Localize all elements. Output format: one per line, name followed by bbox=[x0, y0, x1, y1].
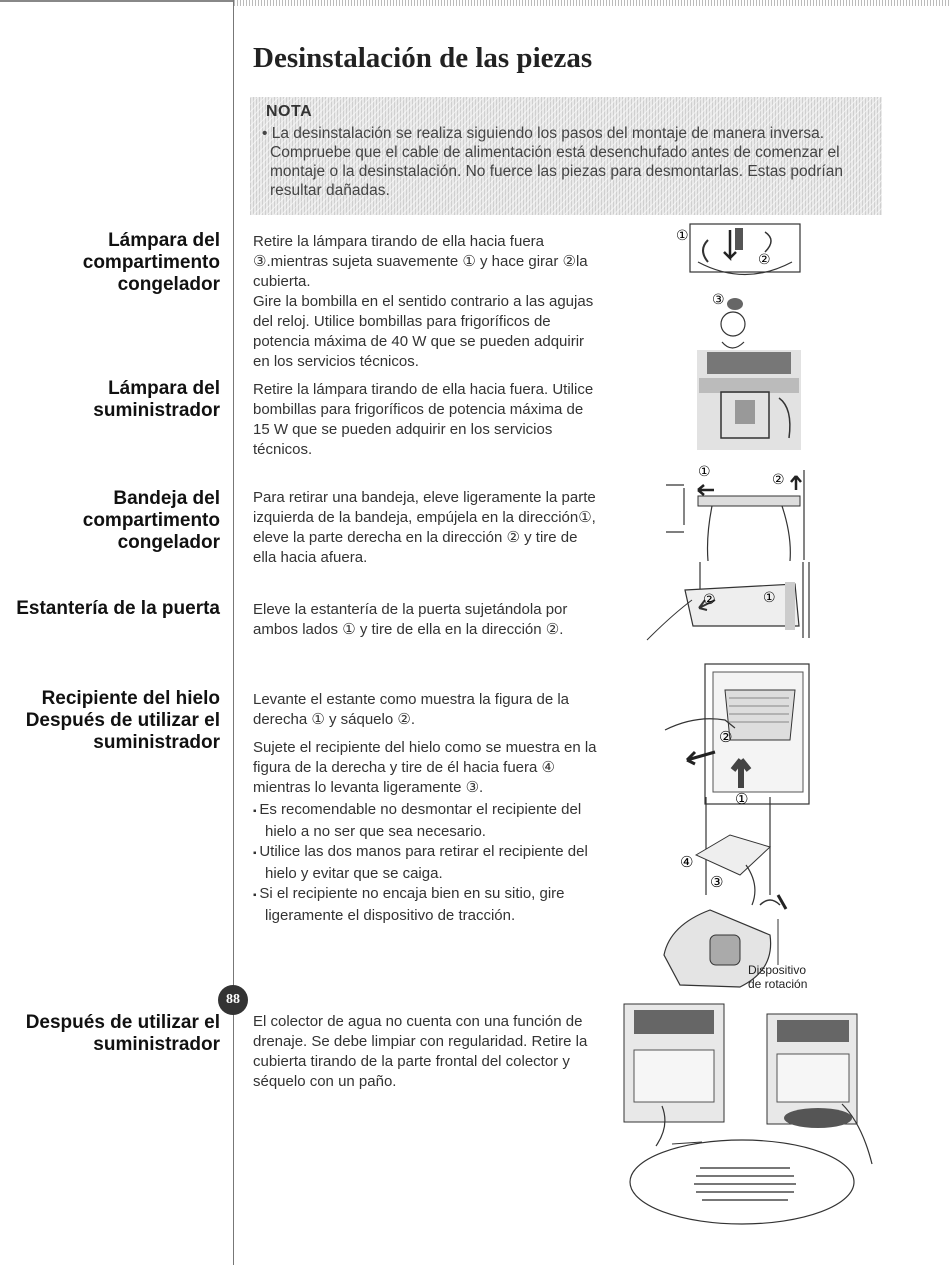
bullet-item: ▪ Si el recipiente no encaja bien en su sitio, gire ligeramente el dispositivo de tracción. bbox=[253, 884, 598, 926]
note-text: • La desinstalación se realiza siguiendo los pasos del montaje de manera inversa. Compruebe que el cable de alimentación está desenchufado antes de comenzar el montaje o la desinstalación. No fuerce las piezas para desmontarlas. Estas podrían resultar dañadas. bbox=[262, 125, 843, 199]
section-heading-freezer-tray: Bandeja del compartimento congelador bbox=[82, 488, 220, 553]
marker-3: ③ bbox=[710, 873, 724, 891]
marker-1: ① bbox=[676, 228, 689, 244]
section-body-after-dispenser bbox=[253, 1012, 598, 1092]
marker-2: ② bbox=[758, 252, 771, 268]
section-heading-dispenser-lamp: Lámpara del suministrador bbox=[93, 378, 220, 421]
paragraph: Eleve la estantería de la puerta sujetándola por ambos lados ① y tire de ella en la dirección ②. bbox=[253, 601, 568, 638]
section-heading-door-shelf: Estantería de la puerta bbox=[16, 598, 220, 619]
marker-4: ④ bbox=[680, 853, 694, 871]
figure-water-collector bbox=[622, 1000, 892, 1225]
note-title: NOTA bbox=[266, 103, 313, 120]
paragraph: El colector de agua no cuenta con una función de drenaje. Se debe limpiar con regularidad. Retire la cubierta tirando de la parte frontal del colector y séquelo con un paño. bbox=[253, 1013, 588, 1090]
paragraph: Para retirar una bandeja, eleve ligeramente la parte izquierda de la bandeja, empújela en la dirección①, eleve la parte derecha en la dirección ② y tire de ella hacia afuera. bbox=[253, 489, 596, 566]
figure-freezer-tray bbox=[662, 460, 812, 565]
paragraph: Retire la lámpara tirando de ella hacia fuera ③.mientras sujeta suavemente ① y hace girar ②la cubierta. bbox=[253, 233, 588, 290]
paragraph: Levante el estante como muestra la figura de la derecha ① y sáquelo ②. bbox=[253, 691, 570, 728]
section-body-freezer-lamp bbox=[253, 232, 598, 372]
section-body-dispenser-lamp bbox=[253, 380, 598, 460]
paragraph: Sujete el recipiente del hielo como se muestra en la figura de la derecha y tire de él hacia fuera ④ mientras lo levanta ligeramente ③. bbox=[253, 739, 597, 796]
bullet-item: ▪ Es recomendable no desmontar el recipiente del hielo a no ser que sea necesario. bbox=[253, 800, 598, 842]
section-body-ice-bin bbox=[253, 690, 598, 926]
section-heading-freezer-lamp: Lámpara del compartimento congelador bbox=[82, 230, 220, 295]
bullet-item: ▪ Utilice las dos manos para retirar el recipiente del hielo y evitar que se caiga. bbox=[253, 842, 598, 884]
caption-rotation-device: Dispositivo de rotación bbox=[748, 963, 808, 991]
marker-2: ② bbox=[719, 728, 733, 746]
marker-2: ② bbox=[772, 472, 785, 488]
page-title: Desinstalación de las piezas bbox=[253, 42, 593, 74]
section-heading-ice-bin: Recipiente del hielo Después de utilizar el suministrador bbox=[25, 688, 220, 753]
column-divider bbox=[233, 0, 234, 1265]
page-number-badge: 88 bbox=[218, 985, 248, 1015]
top-hatch-band bbox=[234, 0, 950, 6]
marker-1: ① bbox=[735, 790, 749, 808]
paragraph: Gire la bombilla en el sentido contrario a las agujas del reloj. Utilice bombillas para frigoríficos de potencia máxima de 40 W que se pueden adquirir en los servicios técnicos. bbox=[253, 293, 594, 370]
marker-3: ③ bbox=[712, 292, 725, 308]
paragraph: Retire la lámpara tirando de ella hacia fuera. Utilice bombillas para frigoríficos de potencia máxima de 15 W que se pueden adquirir en los servicios técnicos. bbox=[253, 381, 594, 458]
section-body-freezer-tray bbox=[253, 488, 598, 568]
figure-freezer-lamp bbox=[670, 222, 810, 362]
section-heading-after-dispenser: Después de utilizar el suministrador bbox=[25, 1012, 220, 1055]
figure-ice-bin-shelf bbox=[655, 660, 815, 810]
figure-door-shelf bbox=[645, 560, 820, 655]
marker-1: ① bbox=[698, 464, 711, 480]
marker-1: ① bbox=[763, 590, 776, 606]
marker-2: ② bbox=[703, 592, 716, 608]
figure-ice-bin bbox=[650, 795, 820, 1000]
figure-dispenser-lamp bbox=[695, 348, 805, 453]
section-body-door-shelf bbox=[253, 600, 598, 640]
note-box bbox=[250, 97, 882, 215]
